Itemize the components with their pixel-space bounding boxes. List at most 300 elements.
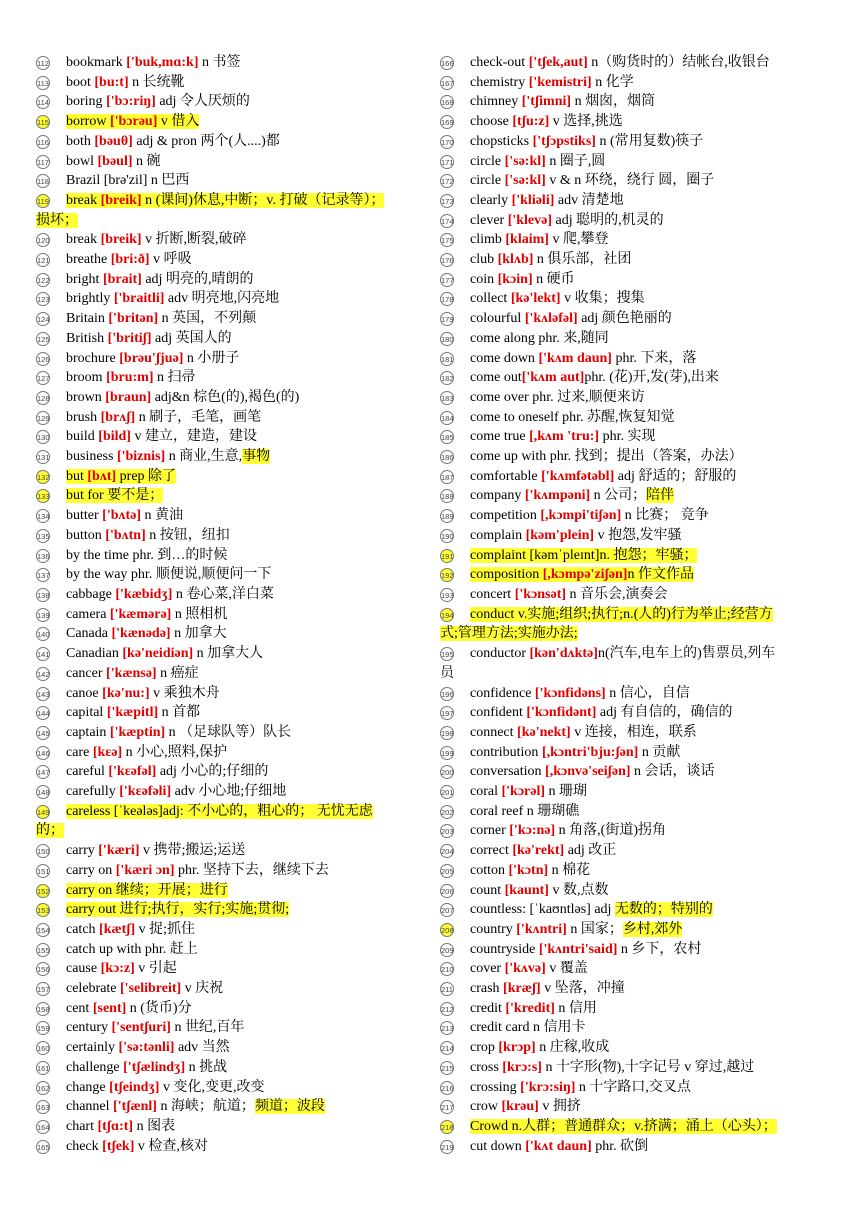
- entry-number: 217: [440, 1100, 454, 1114]
- vocab-entry: [36, 270, 412, 290]
- entry-word: countless: [ˈkaʊntləs] adj: [470, 902, 615, 918]
- entry-number: 156: [36, 962, 50, 976]
- vocab-entry: [440, 959, 816, 979]
- vocab-entry: [36, 1018, 412, 1038]
- entry-line: [470, 823, 666, 838]
- entry-number: 198: [440, 726, 454, 740]
- entry-phonetic: [krɔp]: [498, 1040, 536, 1056]
- entry-line: [470, 745, 680, 760]
- entry-number: 209: [440, 943, 454, 957]
- entry-number: 160: [36, 1041, 50, 1055]
- entry-number: 132: [36, 470, 50, 484]
- entry-word: brown: [66, 389, 106, 405]
- vocab-entry: [36, 152, 412, 172]
- entry-word: change: [66, 1079, 110, 1095]
- entry-phonetic: [kə'nu:]: [102, 685, 150, 701]
- entry-definition: adj 颜色艳丽的: [577, 311, 672, 327]
- entry-definition: n 首都: [158, 705, 201, 721]
- entry-word: chart: [66, 1118, 98, 1134]
- vocab-entry: [36, 723, 412, 743]
- vocab-entry: [36, 782, 412, 802]
- entry-definition: adj 舒适的；舒服的: [614, 468, 737, 484]
- entry-phonetic: ['tʃælindʒ]: [123, 1059, 186, 1075]
- vocab-entry: [440, 92, 816, 112]
- entry-line: [470, 1020, 585, 1035]
- entry-definition: n 贡献: [638, 744, 681, 760]
- vocab-entry: [36, 112, 412, 132]
- entry-phonetic: [tʃɑ:t]: [97, 1118, 134, 1134]
- entry-line: [66, 764, 268, 779]
- entry-phonetic: ['klevə]: [507, 212, 553, 228]
- entry-number: 139: [36, 608, 50, 622]
- entry-line: [66, 705, 200, 720]
- entry-number: 116: [36, 135, 50, 149]
- entry-word: cabbage: [66, 586, 116, 602]
- entry-definition: n 珊瑚: [545, 784, 588, 800]
- entry-word: coin: [470, 271, 498, 287]
- vocab-entry: [36, 841, 412, 861]
- entry-phonetic: ['kʌt daun]: [525, 1138, 592, 1154]
- vocab-entry: [36, 703, 412, 723]
- entry-word: club: [470, 252, 498, 268]
- entry-number: 149: [36, 805, 50, 819]
- entry-phonetic: ['kʌmfətəbl]: [541, 468, 615, 484]
- entry-line: [470, 548, 697, 563]
- entry-definition: adj 小心的;仔细的: [156, 764, 269, 780]
- entry-number: 176: [440, 253, 454, 267]
- entry-line: [470, 961, 588, 976]
- vocab-entry: [440, 349, 816, 369]
- entry-phonetic: [breik]: [100, 192, 142, 208]
- entry-number: 153: [36, 903, 50, 917]
- entry-phonetic: ['sə:tənli]: [118, 1040, 175, 1056]
- entry-number: 137: [36, 568, 50, 582]
- vocab-entry: [36, 349, 412, 369]
- entry-word: correct: [470, 843, 513, 859]
- entry-number: 112: [36, 56, 50, 70]
- entry-line: [470, 1060, 754, 1075]
- entry-line: [470, 587, 668, 602]
- vocab-entry: [440, 565, 816, 585]
- entry-number: 216: [440, 1081, 454, 1095]
- entry-number: 143: [36, 687, 50, 701]
- entry-phonetic: [,kɔmpə'ziʃən]: [542, 567, 628, 583]
- entry-number: 182: [440, 371, 454, 385]
- entry-definition: n (课间)休息,中断；v. 打破（记录等）；: [141, 192, 385, 208]
- entry-phonetic: [bu:t]: [94, 74, 129, 90]
- vocab-entry: [440, 1058, 816, 1078]
- vocab-entry: [36, 191, 412, 230]
- entry-phonetic: [kætʃ]: [99, 921, 136, 937]
- entry-line: [470, 232, 608, 247]
- entry-word: concert: [470, 586, 515, 602]
- vocab-entry: [36, 565, 412, 585]
- entry-number: 192: [440, 568, 454, 582]
- entry-highlight: 无数的；特别的: [614, 902, 713, 918]
- entry-word: composition: [470, 567, 543, 583]
- entry-phonetic: ['kɔ:nə]: [509, 823, 556, 839]
- entry-word: bright: [66, 271, 103, 287]
- vocab-entry: [440, 112, 816, 132]
- entry-phonetic: [,kʌm 'tru:]: [529, 429, 600, 445]
- entry-definition: n (货币)分: [126, 1000, 192, 1016]
- entry-word: come down: [470, 350, 539, 366]
- entry-definition: n 信用: [554, 1000, 597, 1016]
- entry-word: Britain: [66, 311, 109, 327]
- vocab-entry: [440, 999, 816, 1019]
- entry-number: 145: [36, 726, 50, 740]
- vocab-entry: [440, 841, 816, 861]
- entry-line: [470, 134, 703, 149]
- entry-number: 190: [440, 529, 454, 543]
- entry-line: [470, 922, 682, 937]
- vocab-entry: [440, 408, 816, 428]
- entry-definition: v 拥挤: [538, 1099, 581, 1115]
- vocab-entry: [36, 1137, 412, 1157]
- entry-highlight: 陪伴: [646, 488, 675, 504]
- entry-number: 128: [36, 391, 50, 405]
- entry-phonetic: ['kɛəfəli]: [119, 784, 172, 800]
- entry-line: [470, 488, 674, 503]
- left-column: [36, 53, 412, 1156]
- entry-phonetic: [tʃu:z]: [512, 114, 550, 130]
- entry-number: 180: [440, 332, 454, 346]
- entry-word: break: [66, 232, 101, 248]
- vocab-entry: [36, 506, 412, 526]
- entry-word: complain: [470, 527, 526, 543]
- vocab-entry: [440, 762, 816, 782]
- entry-phonetic: ['bɔrəu]: [109, 114, 158, 130]
- entry-number: 203: [440, 824, 454, 838]
- entry-number: 196: [440, 687, 454, 701]
- entry-phonetic: [bʌt]: [87, 468, 117, 484]
- entry-word: by the way phr. 顺便说,顺便问一下: [66, 567, 272, 583]
- entry-line: [66, 686, 220, 701]
- entry-line: [66, 587, 274, 602]
- entry-phonetic: ['sə:kl]: [504, 173, 546, 189]
- entry-definition: adj & pron 两个(人....)都: [132, 133, 280, 149]
- vocab-entry: [440, 230, 816, 250]
- entry-number: 165: [36, 1140, 50, 1154]
- entry-word: come along phr. 来,随同: [470, 330, 609, 346]
- entry-phonetic: [kəm'plein]: [525, 527, 595, 543]
- entry-line: [470, 1001, 597, 1016]
- entry-line: [66, 469, 176, 484]
- entry-definition: n(汽车,电车上的)售票员,列车: [597, 646, 776, 662]
- entry-line: [66, 725, 291, 740]
- entry-number: 131: [36, 450, 50, 464]
- vocab-entry: [36, 408, 412, 428]
- vocab-entry: [440, 447, 816, 467]
- entry-line: [470, 567, 694, 582]
- entry-highlight: 频道；波段: [254, 1099, 325, 1115]
- entry-line: [470, 114, 623, 129]
- vocab-entry: [440, 506, 816, 526]
- entry-number: 194: [440, 608, 454, 622]
- entry-definition: v 坠落，冲撞: [540, 981, 625, 997]
- vocab-entry: [440, 368, 816, 388]
- vocab-entry: [36, 684, 412, 704]
- entry-number: 213: [440, 1021, 454, 1035]
- entry-number: 125: [36, 332, 50, 346]
- entry-number: 215: [440, 1061, 454, 1075]
- entry-word: century: [66, 1020, 112, 1036]
- entry-line: [66, 331, 232, 346]
- entry-phonetic: ['kæri ɔn]: [115, 862, 175, 878]
- vocab-entry: [36, 1097, 412, 1117]
- vocab-entry: [36, 92, 412, 112]
- entry-number: 189: [440, 509, 454, 523]
- vocab-entry: [440, 1078, 816, 1098]
- entry-line: [470, 272, 575, 287]
- entry-word: chopsticks: [470, 133, 533, 149]
- vocab-entry: [36, 388, 412, 408]
- entry-definition: v 折断,断裂,破碎: [141, 232, 247, 248]
- entry-word: Crowd n.人群；普通群众；v.挤满；涌上（心头）；: [470, 1118, 777, 1134]
- entry-phonetic: ['kʌmpəni]: [524, 488, 591, 504]
- entry-word: captain: [66, 724, 110, 740]
- entry-word: check: [66, 1138, 103, 1154]
- vocab-entry: [36, 920, 412, 940]
- entry-phonetic: [bəul]: [97, 153, 133, 169]
- entry-phonetic: [,kɔntri'bju:ʃən]: [541, 744, 639, 760]
- entry-phonetic: [brʌʃ]: [100, 409, 136, 425]
- entry-word: conduct v.实施;组织;执行;n.(人的)行为举止;经营方: [470, 606, 773, 622]
- entry-line: [66, 390, 299, 405]
- entry-word: conversation: [470, 764, 546, 780]
- entry-number: 122: [36, 273, 50, 287]
- entry-line: [66, 804, 373, 819]
- vocab-entry: [440, 250, 816, 270]
- entry-word: collect: [470, 291, 511, 307]
- entry-number: 135: [36, 529, 50, 543]
- entry-line: [66, 883, 228, 898]
- entry-number: 172: [440, 174, 454, 188]
- entry-line: [470, 705, 732, 720]
- entry-definition: n 商业,生意,: [165, 449, 243, 465]
- entry-number: 181: [440, 352, 454, 366]
- vocab-entry: [36, 368, 412, 388]
- entry-definition: n 作文作品: [627, 567, 694, 583]
- entry-word: carry on 继续；开展；进行: [66, 882, 228, 898]
- entry-line: [66, 961, 177, 976]
- entry-word: carefully: [66, 784, 120, 800]
- entry-phonetic: [kə'neidiən]: [122, 646, 194, 662]
- entry-definition: adv 当然: [174, 1040, 230, 1056]
- entry-line: [66, 1139, 208, 1154]
- entry-word: cancer: [66, 665, 107, 681]
- entry-definition: n （足球队等）队长: [165, 724, 292, 740]
- entry-number: 141: [36, 647, 50, 661]
- entry-definition: adj&n 棕色(的),褐色(的): [151, 389, 300, 405]
- entry-word: contribution: [470, 744, 542, 760]
- entry-line: [66, 55, 241, 70]
- entry-number: 154: [36, 923, 50, 937]
- entry-phonetic: ['bʌtə]: [102, 508, 142, 524]
- vocab-entry: [440, 152, 816, 172]
- vocab-entry: [440, 289, 816, 309]
- entry-definition: n 长统靴: [128, 74, 185, 90]
- entry-word: broom: [66, 370, 107, 386]
- entry-word: come over phr. 过来,顺便来访: [470, 389, 645, 405]
- entry-word: brightly: [66, 291, 114, 307]
- vocab-entry: [36, 743, 412, 763]
- vocab-entry: [440, 1117, 816, 1137]
- entry-number: 147: [36, 765, 50, 779]
- entry-line: [470, 863, 590, 878]
- entry-phonetic: ['bɔ:riŋ]: [106, 94, 156, 110]
- entry-line: [66, 607, 227, 622]
- entry-definition: adj 改正: [564, 843, 617, 859]
- entry-line: [470, 469, 736, 484]
- entry-definition: n（购货时的）结帐台,收银台: [587, 55, 770, 70]
- entry-line: [66, 666, 199, 681]
- entry-definition: adj 有自信的，确信的: [596, 705, 733, 721]
- entry-line: [470, 75, 634, 90]
- entry-phonetic: ['kʌləfəl]: [524, 311, 578, 327]
- entry-number: 168: [440, 95, 454, 109]
- entry-phonetic: ['kæbidʒ]: [115, 586, 173, 602]
- entry-line: [470, 764, 715, 779]
- entry-phonetic: ['braitli]: [113, 291, 165, 307]
- entry-word: crop: [470, 1040, 499, 1056]
- entry-word: complaint [kəmˈpleɪnt]n. 抱怨；牢骚；: [470, 547, 698, 563]
- entry-word: Canadian: [66, 646, 123, 662]
- entry-line: [470, 331, 609, 346]
- entry-word: competition: [470, 508, 541, 524]
- entry-definition: v 抱怨,发牢骚: [594, 527, 682, 543]
- entry-definition: n 音乐会,演奏会: [566, 586, 668, 602]
- entry-phonetic: [bild]: [98, 429, 131, 445]
- entry-phonetic: ['britiʃ]: [107, 330, 152, 346]
- entry-phonetic: ['tʃɔpstiks]: [532, 133, 596, 149]
- entry-phonetic: ['kʌvə]: [504, 961, 546, 977]
- vocab-entry: [440, 53, 816, 73]
- entry-continuation: 式;管理方法;实施办法;: [440, 626, 578, 642]
- vocab-entry: [36, 486, 412, 506]
- entry-number: 204: [440, 844, 454, 858]
- entry-line: [66, 863, 329, 878]
- entry-phonetic: [sent]: [92, 1000, 127, 1016]
- entry-definition: n 棉花: [548, 862, 591, 878]
- entry-word: bowl: [66, 153, 98, 169]
- entry-line: [66, 1020, 244, 1035]
- entry-number: 218: [440, 1120, 454, 1134]
- entry-word: break: [66, 192, 101, 208]
- entry-word: business: [66, 449, 117, 465]
- entry-line: [470, 213, 664, 228]
- entry-word: brush: [66, 409, 101, 425]
- entry-number: 130: [36, 430, 50, 444]
- entry-word: come out: [470, 370, 522, 386]
- entry-number: 162: [36, 1081, 50, 1095]
- entry-line: [66, 410, 261, 425]
- entry-number: 219: [440, 1140, 454, 1154]
- vocab-entry: [36, 959, 412, 979]
- entry-word: cotton: [470, 862, 509, 878]
- entry-number: 207: [440, 903, 454, 917]
- entry-definition: n 国家；: [566, 921, 623, 937]
- entry-number: 183: [440, 391, 454, 405]
- entry-phonetic: ['kemistri]: [528, 74, 592, 90]
- entry-phonetic: ['tʃek,aut]: [528, 55, 588, 70]
- entry-definition: n 扫帚: [153, 370, 196, 386]
- entry-definition: adv 明亮地,闪亮地: [164, 291, 280, 307]
- entry-word: conductor: [470, 646, 530, 662]
- vocab-entry: [36, 467, 412, 487]
- right-column: [440, 53, 816, 1156]
- entry-definition: n 刷子，毛笔，画笔: [135, 409, 262, 425]
- entry-line: [470, 311, 672, 326]
- entry-word: camera: [66, 606, 110, 622]
- entry-phonetic: [kɔin]: [497, 271, 533, 287]
- entry-highlight: 乡村,郊外: [622, 921, 683, 937]
- vocab-entry: [440, 1137, 816, 1157]
- vocab-entry: [440, 171, 816, 191]
- vocab-entry: [440, 211, 816, 231]
- vocab-entry: [36, 762, 412, 782]
- entry-phonetic: [brait]: [102, 271, 142, 287]
- entry-definition: n 黄油: [141, 508, 184, 524]
- entry-definition: n 庄稼,收成: [535, 1040, 610, 1056]
- entry-definition: n 加拿大人: [193, 646, 264, 662]
- entry-definition: n 按钮，纽扣: [145, 527, 230, 543]
- entry-line: [66, 351, 239, 366]
- entry-word: catch: [66, 921, 100, 937]
- entry-definition: adj 英国人的: [151, 330, 232, 346]
- entry-number: 178: [440, 292, 454, 306]
- entry-definition: n 会话，谈话: [630, 764, 715, 780]
- entry-line: [66, 94, 250, 109]
- entry-phonetic: [krɔ:s]: [502, 1059, 542, 1075]
- vocab-entry: [440, 526, 816, 546]
- vocab-entry: [36, 999, 412, 1019]
- entry-word: but: [66, 468, 88, 484]
- entry-number: 124: [36, 312, 50, 326]
- entry-phonetic: [kə'lekt]: [510, 291, 561, 307]
- vocab-entry: [440, 546, 816, 566]
- vocab-entry: [36, 940, 412, 960]
- vocab-entry: [440, 270, 816, 290]
- vocab-entry: [36, 447, 412, 467]
- entry-phonetic: ['kʌm daun]: [538, 350, 612, 366]
- entry-definition: adj 明亮的,晴朗的: [141, 271, 254, 287]
- entry-definition: prep 除了: [116, 468, 177, 484]
- entry-word: catch up with phr. 赶上: [66, 941, 198, 957]
- entry-definition: n 英国，不列颠: [158, 311, 257, 327]
- entry-line: [470, 291, 645, 306]
- entry-definition: v 庆祝: [181, 981, 224, 997]
- entry-phonetic: [breik]: [100, 232, 142, 248]
- entry-word: bookmark: [66, 55, 127, 70]
- entry-number: 150: [36, 844, 50, 858]
- entry-number: 199: [440, 746, 454, 760]
- entry-word: by the time phr. 到…的时候: [66, 547, 228, 563]
- entry-line: [66, 745, 227, 760]
- entry-word: cross: [470, 1059, 503, 1075]
- entry-number: 121: [36, 253, 50, 267]
- entry-line: [470, 1119, 777, 1134]
- vocab-entry: [440, 821, 816, 841]
- vocab-entry: [440, 684, 816, 704]
- vocab-entry: [36, 427, 412, 447]
- entry-phonetic: ['kænədə]: [111, 626, 171, 642]
- vocab-entry: [440, 1018, 816, 1038]
- entry-phonetic: ['kæpitl]: [106, 705, 159, 721]
- entry-word: confidence: [470, 685, 535, 701]
- vocab-entry: [36, 900, 412, 920]
- entry-phonetic: [kən'dʌktə]: [529, 646, 598, 662]
